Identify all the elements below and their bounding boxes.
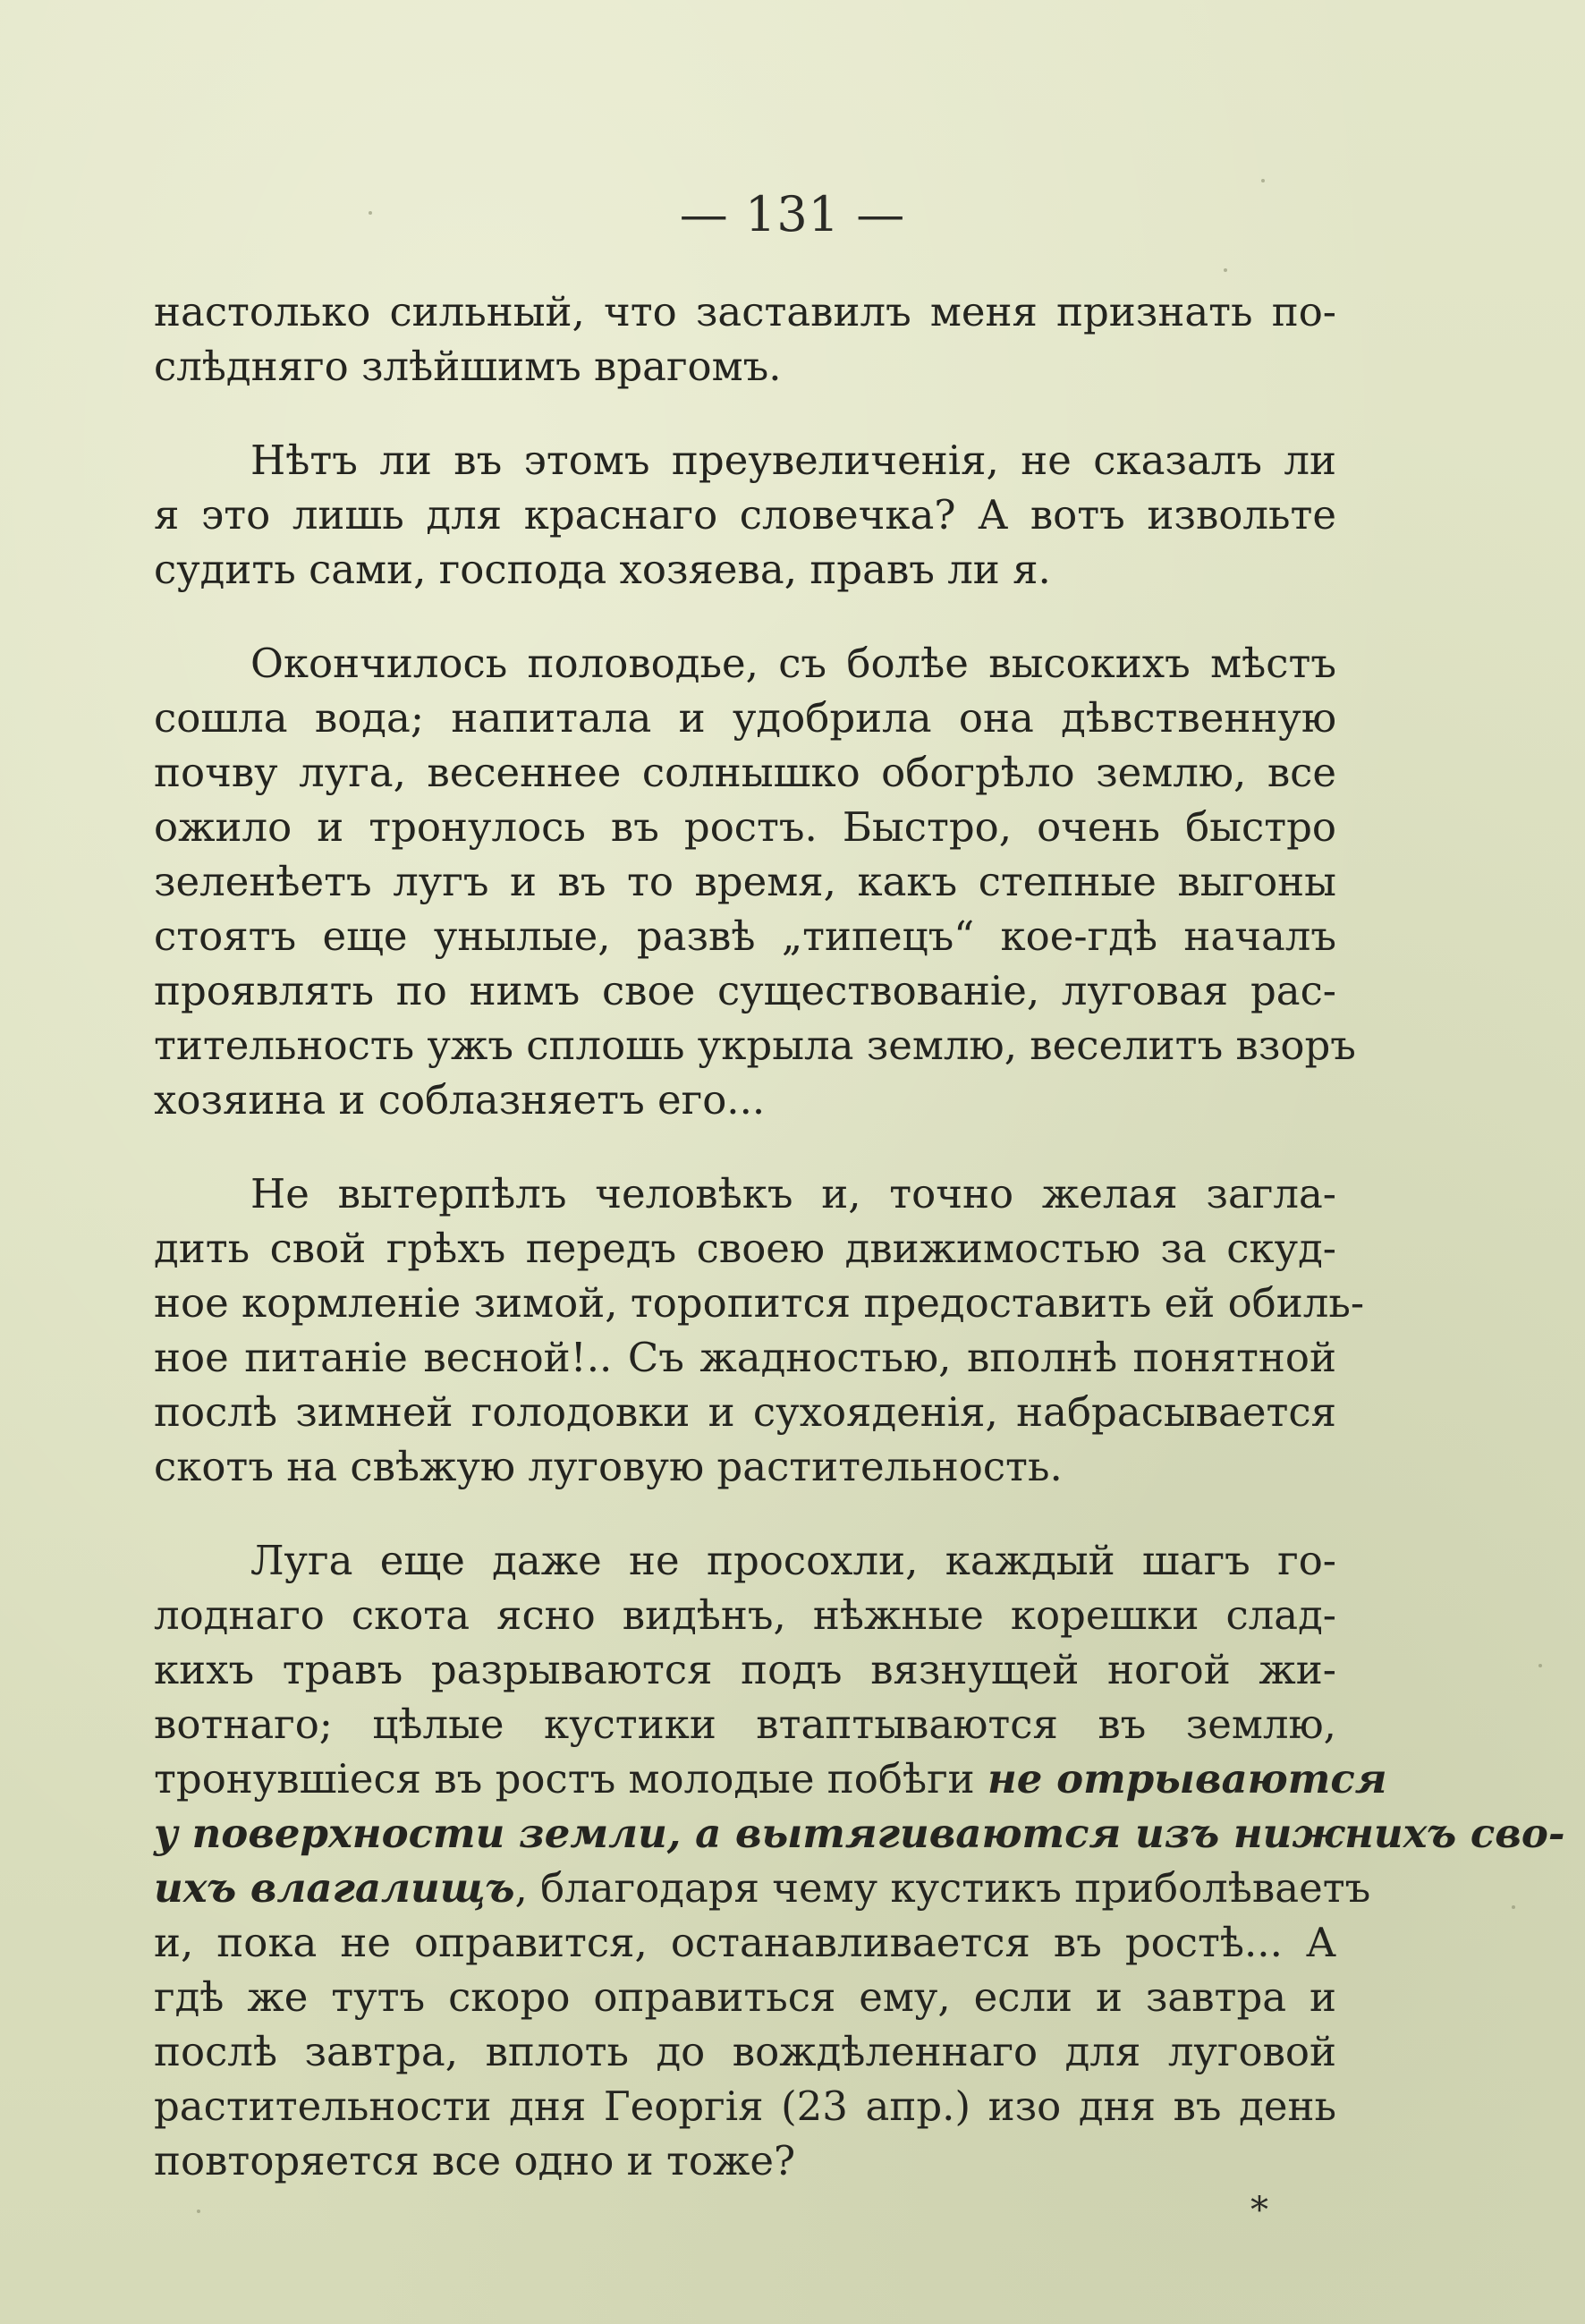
paper-speck [1224, 268, 1227, 272]
text-line: судить сами, господа хозяева, правъ ли я. [154, 546, 1051, 593]
text-line: дить свой грѣхъ передъ своею движимостью за скуд- [154, 1225, 1336, 1272]
paper-speck [1261, 179, 1265, 182]
signature-mark: * [1250, 2190, 1268, 2231]
paper-speck [197, 2209, 200, 2213]
body-text [154, 284, 1565, 2188]
paper-speck [1512, 1905, 1515, 1909]
text-line: гдѣ же тутъ скоро оправиться ему, если и завтра и [154, 1973, 1336, 2021]
text-line: стоятъ еще унылые, развѣ „типецъ“ кое-гдѣ началъ [154, 912, 1336, 960]
text-emphasis: у поверхности земли, а вытягиваются изъ нижнихъ сво- [154, 1810, 1565, 1857]
text-line: лоднаго скота ясно видѣнъ, нѣжные корешки слад- [154, 1591, 1336, 1639]
text-line [154, 1751, 1387, 1806]
text-line: Окончилось половодье, съ болѣе высокихъ мѣстъ [250, 640, 1336, 687]
text-line: зеленѣетъ лугъ и въ то время, какъ степные выгоны [154, 858, 1336, 905]
text-line [154, 1861, 1371, 1915]
text-line: хозяина и соблазняетъ его... [154, 1076, 766, 1124]
paragraph [154, 1533, 1565, 2188]
text-line: проявлять по нимъ свое существованіе, луговая рас- [154, 967, 1336, 1014]
paragraph [154, 284, 1336, 394]
text-plain: , благодаря чему кустикъ приболѣваетъ [514, 1864, 1371, 1912]
text-line: тительность ужъ сплошь укрыла землю, веселитъ взоръ [154, 1022, 1356, 1069]
text-line: почву луга, весеннее солнышко обогрѣло землю, все [154, 749, 1336, 796]
text-line: сошла вода; напитала и удобрила она дѣвственную [154, 694, 1336, 742]
text-line: послѣ завтра, вплоть до вождѣленнаго для луговой [154, 2028, 1336, 2075]
text-emphasis: ихъ влагалищъ [154, 1864, 515, 1912]
paragraph [154, 636, 1356, 1127]
text-line: Нѣтъ ли въ этомъ преувеличенія, не сказалъ ли [250, 437, 1336, 484]
text-line: растительности дня Георгія (23 апр.) изо дня въ день [154, 2082, 1336, 2130]
text-line: Не вытерпѣлъ человѣкъ и, точно желая загла- [250, 1170, 1336, 1217]
text-line: я это лишь для краснаго словечка? А вотъ извольте [154, 491, 1336, 539]
text-line: ожило и тронулось въ ростъ. Быстро, очень быстро [154, 803, 1336, 851]
text-line: настолько сильный, что заставилъ меня признать по- [154, 288, 1336, 335]
text-plain: тронувшіеся въ ростъ молодые побѣги [154, 1755, 987, 1802]
text-line: вотнаго; цѣлые кустики втаптываются въ землю, [154, 1701, 1336, 1748]
text-line: скотъ на свѣжую луговую растительность. [154, 1443, 1063, 1490]
paper-speck [1538, 1664, 1542, 1667]
page-number: — 131 — [679, 186, 906, 242]
text-line: ное питаніе весной!.. Съ жадностью, вполнѣ понятной [154, 1334, 1336, 1381]
paragraph [154, 433, 1336, 597]
text-line: кихъ травъ разрываются подъ вязнущей ногой жи- [154, 1646, 1336, 1693]
text-line [154, 1806, 1565, 1861]
text-line: послѣ зимней голодовки и сухояденія, набрасывается [154, 1388, 1336, 1436]
text-line: и, пока не оправится, останавливается въ ростѣ... А [154, 1919, 1336, 1966]
paragraph [154, 1166, 1365, 1494]
text-emphasis: не отрываются [987, 1755, 1387, 1802]
text-line: Луга еще даже не просохли, каждый шагъ го- [250, 1537, 1336, 1584]
text-line: ное кормленіе зимой, торопится предоставить ей обиль- [154, 1279, 1365, 1327]
text-line: повторяется все одно и тоже? [154, 2137, 796, 2184]
text-line: слѣдняго злѣйшимъ врагомъ. [154, 343, 782, 390]
